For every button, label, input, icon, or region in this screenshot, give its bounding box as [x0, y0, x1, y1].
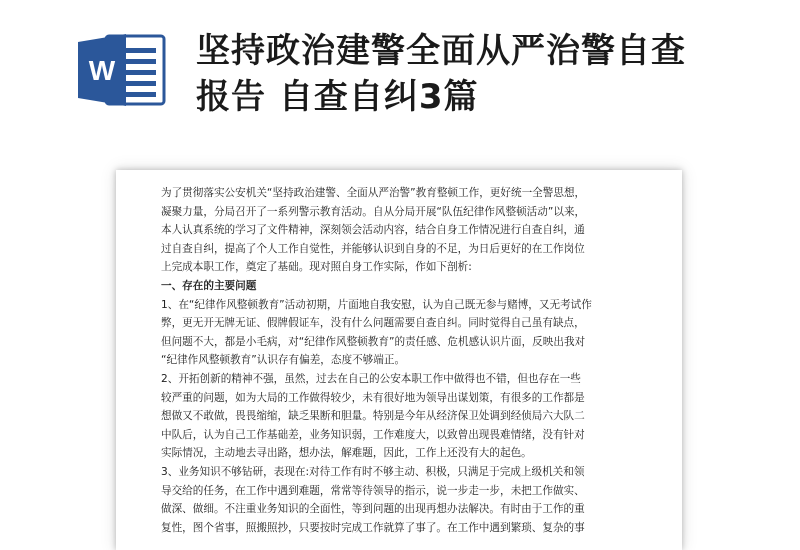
document-line: 中队后，认为自己工作基础差，业务知识弱，工作难度大，以致曾出现畏难情绪，没有针对 — [161, 428, 585, 441]
document-line: 复性，图个省事，照搬照抄，只要按时完成工作就算了事了。在工作中遇到繁琐、复杂的事 — [161, 521, 585, 534]
document-line: 弊，更无开无牌无证、假牌假证车，没有什么问题需要自查自纠。同时觉得自己虽有缺点， — [161, 317, 585, 330]
document-body — [161, 184, 641, 537]
document-preview — [116, 170, 682, 550]
document-line: 做深、做细。不注重业务知识的全面性，等到问题的出现再想办法解决。有时由于工作的重 — [161, 503, 585, 516]
document-line: 实际情况，主动地去寻出路，想办法，解难题，因此，工作上还没有大的起色。 — [161, 447, 532, 460]
document-line: 过自查自纠，提高了个人工作自觉性，并能够认识到自身的不足，为日后更好的在工作岗位 — [161, 242, 585, 255]
document-line: 3、业务知识不够钻研，表现在:对待工作有时不够主动、积极，只满足于完成上级机关和领 — [161, 465, 585, 478]
document-line: “纪律作风整顿教育”认识存有偏差，态度不够端正。 — [161, 354, 406, 367]
document-line: 较严重的问题，如为大局的工作做得较少，未有很好地为领导出谋划策，有很多的工作都是 — [161, 391, 585, 404]
document-line: 导交给的任务，在工作中遇到难题，常常等待领导的指示，说一步走一步，未把工作做实、 — [161, 484, 585, 497]
page-title — [196, 28, 776, 120]
word-icon — [76, 32, 168, 108]
word-icon-letter: W — [88, 55, 116, 86]
document-line: 想做又不敢做，畏畏缩缩，缺乏果断和胆量。特别是今年从经济保卫处调到经侦局六大队二 — [161, 410, 585, 423]
document-line: 上完成本职工作，奠定了基础。现对照自身工作实际，作如下剖析: — [161, 261, 472, 274]
section-heading: 一、存在的主要问题 — [161, 279, 257, 292]
document-line: 1、在“纪律作风整顿教育”活动初期，片面地自我安慰，认为自己既无参与赌博，又无考试作 — [161, 298, 592, 311]
title-line-1: 坚持政治建警全面从严治警自查 — [196, 31, 686, 71]
document-line: 2、开拓创新的精神不强，虽然，过去在自己的公安本职工作中做得也不错，但也存在一些 — [161, 372, 581, 385]
title-line-2: 报告 自查自纠3篇 — [196, 77, 479, 117]
document-line: 为了贯彻落实公安机关“坚持政治建警、全面从严治警”教育整顿工作，更好统一全警思想， — [161, 187, 586, 199]
document-line: 但问题不大，都是小毛病，对“纪律作风整顿教育”的责任感、危机感认识片面，反映出我对 — [161, 335, 586, 348]
document-line: 本人认真系统的学习了文件精神，深刻领会活动内容，结合自身工作情况进行自查自纠，通 — [161, 224, 585, 237]
document-line: 凝聚力量，分局召开了一系列警示教育活动。自从分局开展“队伍纪律作风整顿活动”以来， — [161, 205, 586, 218]
